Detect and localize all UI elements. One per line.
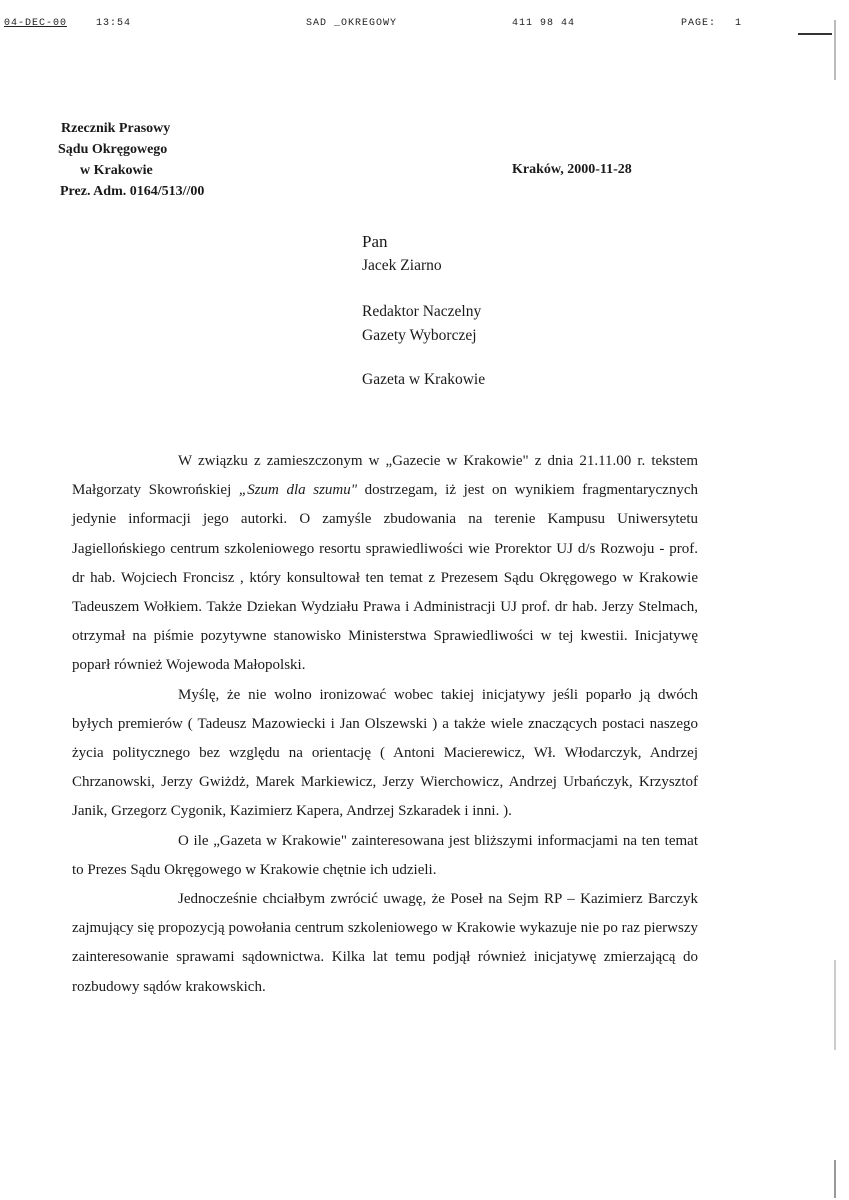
sender-reference: Prez. Adm. 0164/513//00 [60, 184, 205, 199]
recipient-name: Jacek Ziarno [362, 257, 442, 274]
sender-line: Sądu Okręgowego [58, 142, 168, 157]
recipient-salutation: Pan [362, 232, 388, 251]
fax-page-label: PAGE: [681, 18, 717, 29]
paragraph-text: dostrzegam, iż jest on wynikiem fragmentarycznych jedynie informacji jego autorki. O zamyśle zbudowania na terenie Kampusu Uniwersytetu Jagiellońskiego centrum szkoleniowego resortu sprawiedliwości wie Prorektor UJ d/s Rozwoju - prof. dr hab. Wojciech Froncisz , który konsultował ten temat z Prezesem Sądu Okręgowego w Krakowie Tadeuszem Wołkiem. Także Dziekan Wydziału Prawa i Administracji UJ prof. dr hab. Jerzy Stelmach, otrzymał na piśmie pozytywne stanowisko Ministerstwa Sprawiedliwości w tej kwestii. Inicjatywę poparł również Wojewoda Małopolski. [72, 482, 698, 674]
body-paragraph: O ile „Gazeta w Krakowie" zainteresowana jest bliższymi informacjami na ten temat to Prezes Sądu Okręgowego w Krakowie chętnie ich udzieli. [72, 832, 698, 878]
body-paragraph: Myślę, że nie wolno ironizować wobec takiej inicjatywy jeśli poparło ją dwóch byłych premierów ( Tadeusz Mazowiecki i Jan Olszewski ) a także wiele znaczących postaci naszego życia politycznego bez względu na orientację ( Antoni Macierewicz, Wł. Włodarczyk, Andrzej Chrzanowski, Jerzy Gwiżdż, Marek Markiewicz, Jerzy Wierchowicz, Andrzej Urbańczyk, Krzysztof Janik, Grzegorz Cygonik, Kazimierz Kapera, Andrzej Szkaradek i inni. ). [72, 686, 698, 820]
body-paragraph: Jednocześnie chciałbym zwrócić uwagę, że Poseł na Sejm RP – Kazimierz Barczyk zajmujący się propozycją powołania centrum szkoleniowego w Krakowie wykazuje nie po raz pierwszy zainteresowanie sprawami sądownictwa. Kilka lat temu podjął również inicjatywę zmierzającą do rozbudowy sądów krakowskich. [72, 891, 698, 995]
scan-edge-mark [834, 1160, 836, 1198]
letter-body [72, 447, 698, 1002]
fax-phone: 411 98 44 [512, 18, 576, 29]
recipient-title: Redaktor Naczelny [362, 303, 482, 320]
body-paragraph [72, 447, 698, 681]
sender-line: w Krakowie [80, 163, 153, 178]
recipient-publication: Gazeta w Krakowie [362, 371, 486, 388]
scan-edge-mark [834, 20, 836, 80]
recipient-block [362, 230, 682, 392]
fax-header-rule [798, 33, 832, 35]
sender-block [58, 118, 288, 202]
paragraph-text: W związku z zamieszczonym w „Gazecie w Krakowie" z dnia 21.11.00 r. tekstem Małgorzaty Skowrońskiej [72, 453, 698, 499]
fax-date: 04-DEC-00 [4, 18, 68, 29]
sender-line: Rzecznik Prasowy [61, 121, 171, 136]
fax-page-number: 1 [735, 18, 743, 29]
place-date: Kraków, 2000-11-28 [512, 162, 632, 177]
fax-sender: SAD _OKREGOWY [306, 18, 398, 29]
fax-time: 13:54 [96, 18, 132, 29]
scan-edge-mark [834, 960, 836, 1050]
recipient-title: Gazety Wyborczej [362, 327, 477, 344]
article-title: „Szum dla szumu" [238, 482, 358, 499]
fax-header [4, 6, 840, 32]
